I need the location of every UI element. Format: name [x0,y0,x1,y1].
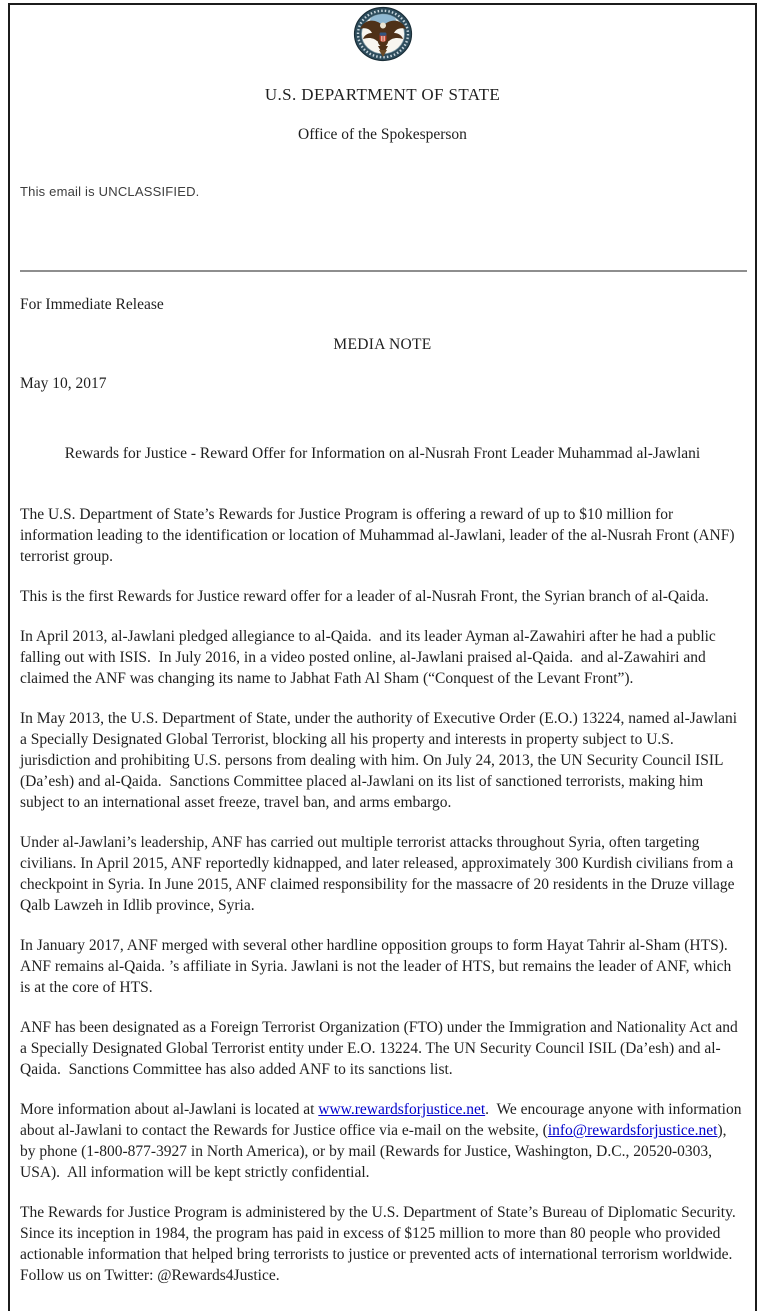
contact-text-3: ), by phone (1-800-877-3927 in North America), or by mail (Rewards for Justice, Washington, D.C., 20520-0303, USA). All information will be kept strictly confidential. [20,1122,731,1181]
website-link[interactable]: www.rewardsforjustice.net [318,1101,486,1118]
paragraph-first-offer: This is the first Rewards for Justice reward offer for a leader of al-Nusrah Front, the Syrian branch of al-Qaida. [20,588,709,605]
document-page [8,3,757,1311]
classification-note: This email is UNCLASSIFIED. [20,184,200,199]
org-name-heading: U.S. DEPARTMENT OF STATE [264,85,501,104]
doc-type-heading: MEDIA NOTE [333,336,432,353]
office-subheading: Office of the Spokesperson [298,126,467,143]
release-line: For Immediate Release [20,296,164,313]
paragraph-designation-2013: In May 2013, the U.S. Department of State, under the authority of Executive Order (E.O.) 13224, named al-Jawlani a Specially Designated Global Terrorist, blocking all his property and interests in property subject to U.S. jurisdiction and prohibiting U.S. persons from dealing with him. On July 24, 2013, the UN Security Council ISIL (Da’esh) and al-Qaida. Sanctions Committee placed al-Jawlani on its list of sanctioned terrorists, making him subject to an international asset freeze, travel ban, and arms embargo. [20,710,741,811]
paragraph-program-history: The Rewards for Justice Program is administered by the U.S. Department of State’s Bureau of Diplomatic Security. Since its inception in 1984, the program has paid in excess of $125 million to more than 80 people who provided actionable information that helped bring terrorists to justice or prevented acts of international terrorism worldwide. Follow us on Twitter: @Rewards4Justice. [20,1204,744,1284]
paragraph-allegiance: In April 2013, al-Jawlani pledged allegiance to al-Qaida. and its leader Ayman al-Zawahiri after he had a public falling out with ISIS. In July 2016, in a video posted online, al-Jawlani praised al-Qaida. and al-Zawahiri and claimed the ANF was changing its name to Jabhat Fath Al Sham (“Conquest of the Levant Front”). [20,628,720,687]
section-divider [20,270,747,272]
paragraph-fto-designation: ANF has been designated as a Foreign Terrorist Organization (FTO) under the Immigration and Nationality Act and a Specially Designated Global Terrorist entity under E.O. 13224. The UN Security Council ISIL (Da’esh) and al-Qaida. Sanctions Committee has also added ANF to its sanctions list. [20,1019,742,1078]
contact-text-1: More information about al-Jawlani is located at [20,1101,319,1118]
contact-text-2: . We encourage anyone with information about al-Jawlani to contact the Rewards for Justice office via e-mail on the website, ( [20,1101,746,1139]
date-line: May 10, 2017 [20,375,107,392]
paragraph-hts-merger: In January 2017, ANF merged with several other hardline opposition groups to form Hayat Tahrir al-Sham (HTS). ANF remains al-Qaida. ’s affiliate in Syria. Jawlani is not the leader of HTS, but remains the leader of ANF, which is at the core of HTS. [20,937,736,996]
email-link[interactable]: info@rewardsforjustice.net [547,1122,718,1139]
paragraph-reward-offer: The U.S. Department of State’s Rewards for Justice Program is offering a reward of up to $10 million for information leading to the identification or location of Muhammad al-Jawlani, leader of the al-Nusrah Front (ANF) terrorist group. [20,506,739,565]
paragraph-attacks: Under al-Jawlani’s leadership, ANF has carried out multiple terrorist attacks throughout Syria, often targeting civilians. In April 2015, ANF reportedly kidnapped, and later released, approximately 300 Kurdish civilians from a checkpoint in Syria. In June 2015, ANF claimed responsibility for the massacre of 20 residents in the Druze village Qalb Lawzeh in Idlib province, Syria. [20,834,739,914]
state-department-seal-icon [10,6,755,62]
document-title: Rewards for Justice - Reward Offer for Information on al-Nusrah Front Leader Muhammad al-Jawlani [64,445,701,462]
document-body [20,504,746,1286]
paragraph-contact-info [20,1099,746,1183]
